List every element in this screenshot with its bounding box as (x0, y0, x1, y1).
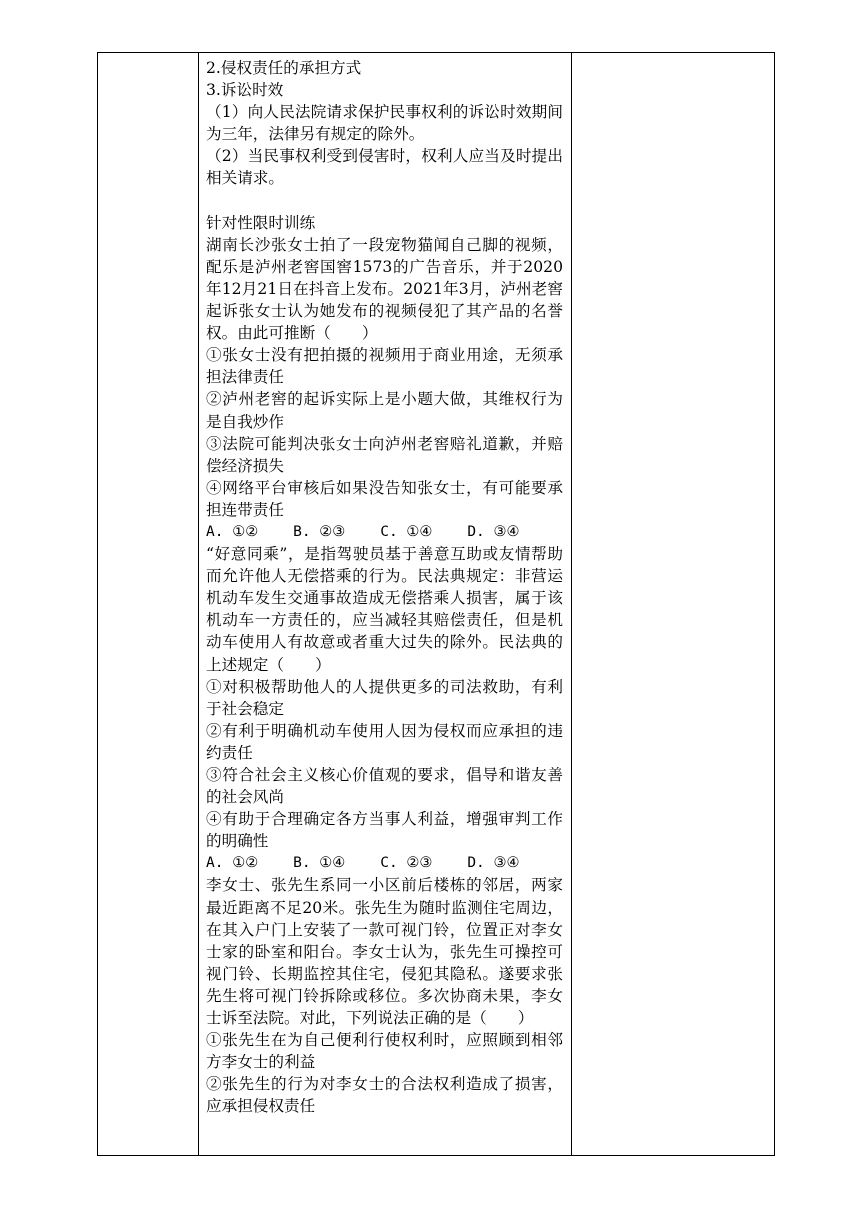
left-empty-cell (98, 53, 199, 1156)
question-1-item: ④网络平台审核后如果没告知张女士，有可能要承担连带责任 (206, 478, 563, 519)
question-2-item: ①对积极帮助他人的人提供更多的司法救助，有利于社会稳定 (206, 677, 563, 718)
question-2-options: A. ①② B. ①④ C. ②③ D. ③④ (206, 855, 520, 872)
question-1-item: ①张女士没有把拍摄的视频用于商业用途，无须承担法律责任 (206, 346, 563, 387)
question-3-item: ①张先生在为自己便利行使权利时，应照顾到相邻方李女士的利益 (206, 1031, 563, 1072)
question-1-item: ②泸州老窖的起诉实际上是小题大做，其维权行为是自我炒作 (206, 390, 563, 431)
training-title: 针对性限时训练 (206, 213, 316, 232)
content-cell (199, 53, 572, 1156)
limitation-point: （1）向人民法院请求保护民事权利的诉讼时效期间为三年，法律另有规定的除外。 (206, 103, 563, 144)
section-heading: 3.诉讼时效 (206, 81, 284, 100)
question-2-item: ④有助于合理确定各方当事人利益，增强审判工作的明确性 (206, 810, 563, 851)
lesson-content (199, 53, 571, 1118)
question-3-stem: 李女士、张先生系同一小区前后楼栋的邻居，两家最近距离不足20米。张先生为随时监测住宅周边，在其入户门上安装了一款可视门铃，位置正对李女士家的卧室和阳台。李女士认为，张先生可操控可视门铃、长期监控其住宅，侵犯其隐私。遂要求张先生将可视门铃拆除或移位。多次协商未果，李女士诉至法院。对此，下列说法正确的是（ ） (206, 876, 563, 1028)
question-2-stem: “好意同乘”，是指驾驶员基于善意互助或友情帮助而允许他人无偿搭乘的行为。民法典规定：非营运机动车发生交通事故造成无偿搭乘人损害，属于该机动车一方责任的，应当减轻其赔偿责任，但是机动车使用人有故意或者重大过失的除外。民法典的上述规定（ ） (206, 545, 563, 674)
question-3-item: ②张先生的行为对李女士的合法权利造成了损害，应承担侵权责任 (206, 1075, 563, 1116)
blank-line (206, 190, 563, 212)
limitation-point: （2）当民事权利受到侵害时，权利人应当及时提出相关请求。 (206, 147, 563, 188)
question-1-options: A. ①② B. ②③ C. ①④ D. ③④ (206, 523, 520, 540)
question-1-stem: 湖南长沙张女士拍了一段宠物猫闻自己脚的视频，配乐是泸州老窖国窖1573的广告音乐，并于2020年12月21日在抖音上发布。2021年3月，泸州老窖起诉张女士认为她发布的视频侵犯了其产品的名誉权。由此可推断（ ） (206, 235, 563, 343)
question-1-item: ③法院可能判决张女士向泸州老窖赔礼道歉，并赔偿经济损失 (206, 434, 563, 475)
lesson-plan-table (97, 52, 775, 1156)
section-heading: 2.侵权责任的承担方式 (206, 59, 362, 77)
question-2-item: ③符合社会主义核心价值观的要求，倡导和谐友善的社会风尚 (206, 766, 563, 807)
table-row (98, 53, 775, 1156)
right-empty-cell (572, 53, 775, 1156)
question-2-item: ②有利于明确机动车使用人因为侵权而应承担的违约责任 (206, 721, 563, 762)
